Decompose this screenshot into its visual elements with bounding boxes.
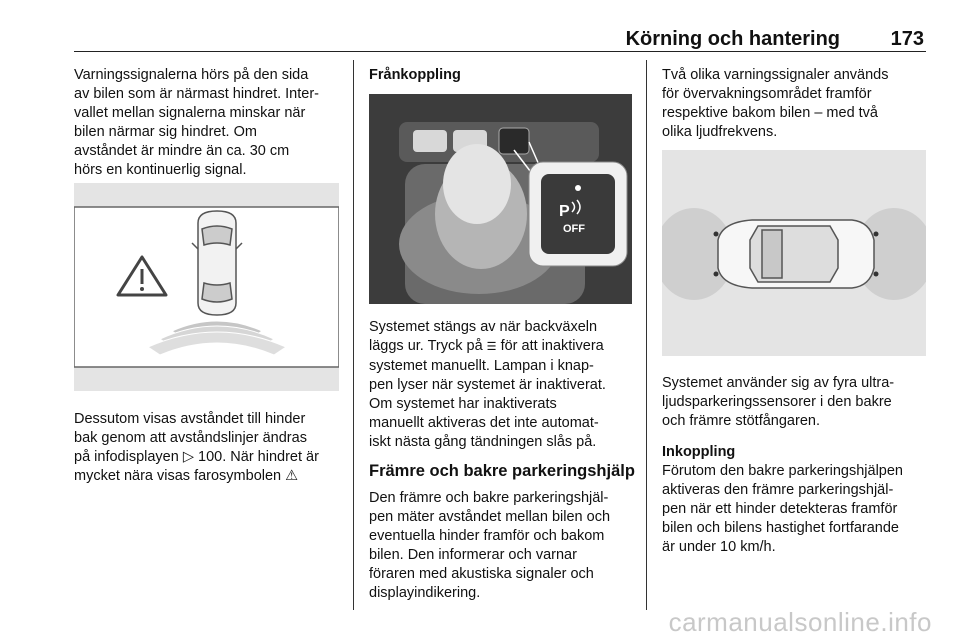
paragraph-deactivation: [369, 318, 639, 452]
figure-rear-distance-display: [74, 183, 339, 391]
paragraph-warning-signals: [74, 66, 344, 180]
column-2: [369, 66, 639, 85]
text-line: föraren med akustiska signaler och: [369, 566, 594, 582]
text-line: och främre stötfångaren.: [662, 413, 820, 429]
car-sensor-zones-illustration: [662, 150, 926, 356]
text-line: bilen närmar sig hindret. Om: [74, 124, 257, 140]
section-heading-activation: Inkoppling: [662, 444, 736, 460]
text-line: hörs en kontinuerlig signal.: [74, 162, 247, 178]
column-divider-1: [353, 60, 354, 610]
rear-sensor-illustration: [74, 183, 339, 391]
column-3: [662, 66, 932, 142]
page-number: 173: [890, 28, 924, 50]
text-line: manuellt aktiveras det inte automat-: [369, 415, 599, 431]
page-reference-arrow-icon: ▷: [182, 449, 194, 465]
text-line: Systemet använder sig av fyra ultra-: [662, 375, 895, 391]
column-2-lower: [369, 318, 639, 603]
text-line: Den främre och bakre parkeringshjäl-: [369, 490, 609, 506]
text-line: pen mäter avståndet mellan bilen och: [369, 509, 611, 525]
section-heading-front-rear: Främre och bakre parkeringshjälp: [369, 462, 635, 480]
paragraph-distance-lines: [74, 410, 344, 486]
text-line: respektive bakom bilen – med två: [662, 105, 878, 121]
park-assist-button-label-off: OFF: [563, 223, 585, 235]
text-line: Förutom den bakre parkeringshjälpen: [662, 463, 903, 479]
text-line: aktiveras den främre parkeringshjäl-: [662, 482, 894, 498]
text-line: pen när ett hinder detekteras framför: [662, 501, 898, 517]
column-1-lower: [74, 410, 344, 486]
text-line: på infodisplayen ▷ 100. När hindret är: [74, 449, 319, 465]
text-line: bilen. Den informerar och varnar: [369, 547, 577, 563]
section-heading-deactivation: Frånkoppling: [369, 67, 461, 83]
text-line: för övervakningsområdet framför: [662, 86, 872, 102]
text-line: systemet manuellt. Lampan i knap-: [369, 358, 594, 374]
text-line: Om systemet har inaktiverats: [369, 396, 557, 412]
page-header-title: Körning och hantering: [625, 28, 840, 50]
paragraph-two-signals: [662, 66, 932, 142]
text-line: av bilen som är närmast hindret. Inter-: [74, 86, 319, 102]
column-divider-2: [646, 60, 647, 610]
text-line: bak genom att avståndslinjer ändras: [74, 430, 307, 446]
park-assist-button-label-p: P: [559, 203, 570, 220]
text-line: avståndet är mindre än ca. 30 cm: [74, 143, 290, 159]
text-line: vallet mellan signalerna minskar när: [74, 105, 306, 121]
text-line: eventuella hinder framför och bakom: [369, 528, 605, 544]
hazard-warning-icon: ⚠: [285, 468, 299, 484]
column-1: [74, 66, 344, 180]
text-line: ljudsparkeringssensorer i den bakre: [662, 394, 892, 410]
watermark: carmanualsonline.info: [668, 607, 932, 637]
paragraph-front-rear: [369, 489, 639, 603]
text-line: Systemet stängs av när backväxeln: [369, 319, 598, 335]
text-line: läggs ur. Tryck på ☰ för att inaktivera: [369, 338, 604, 354]
text-line: displayindikering.: [369, 585, 481, 601]
text-line: mycket nära visas farosymbolen ⚠: [74, 468, 299, 484]
text-line: iskt nästa gång tändningen slås på.: [369, 434, 597, 450]
text-line: Två olika varningssignaler används: [662, 67, 889, 83]
text-line: bilen och bilens hastighet fortfarande: [662, 520, 899, 536]
text-line: olika ljudfrekvens.: [662, 124, 778, 140]
text-line: Dessutom visas avståndet till hinder: [74, 411, 306, 427]
car-side-top-view: [718, 220, 874, 288]
park-assist-icon: ☰: [486, 341, 497, 353]
paragraph-four-sensors: [662, 374, 932, 431]
column-3-lower: [662, 374, 932, 557]
paragraph-activation: [662, 462, 932, 557]
text-line: pen lyser när systemet är inaktiverat.: [369, 377, 606, 393]
text-line: är under 10 km/h.: [662, 539, 776, 555]
car-top-view: [192, 211, 242, 315]
header-rule: [74, 51, 926, 52]
text-line: Varningssignalerna hörs på den sida: [74, 67, 309, 83]
center-console-illustration: [369, 94, 632, 304]
figure-sensor-zones: [662, 150, 926, 356]
figure-park-assist-button: [369, 94, 632, 304]
